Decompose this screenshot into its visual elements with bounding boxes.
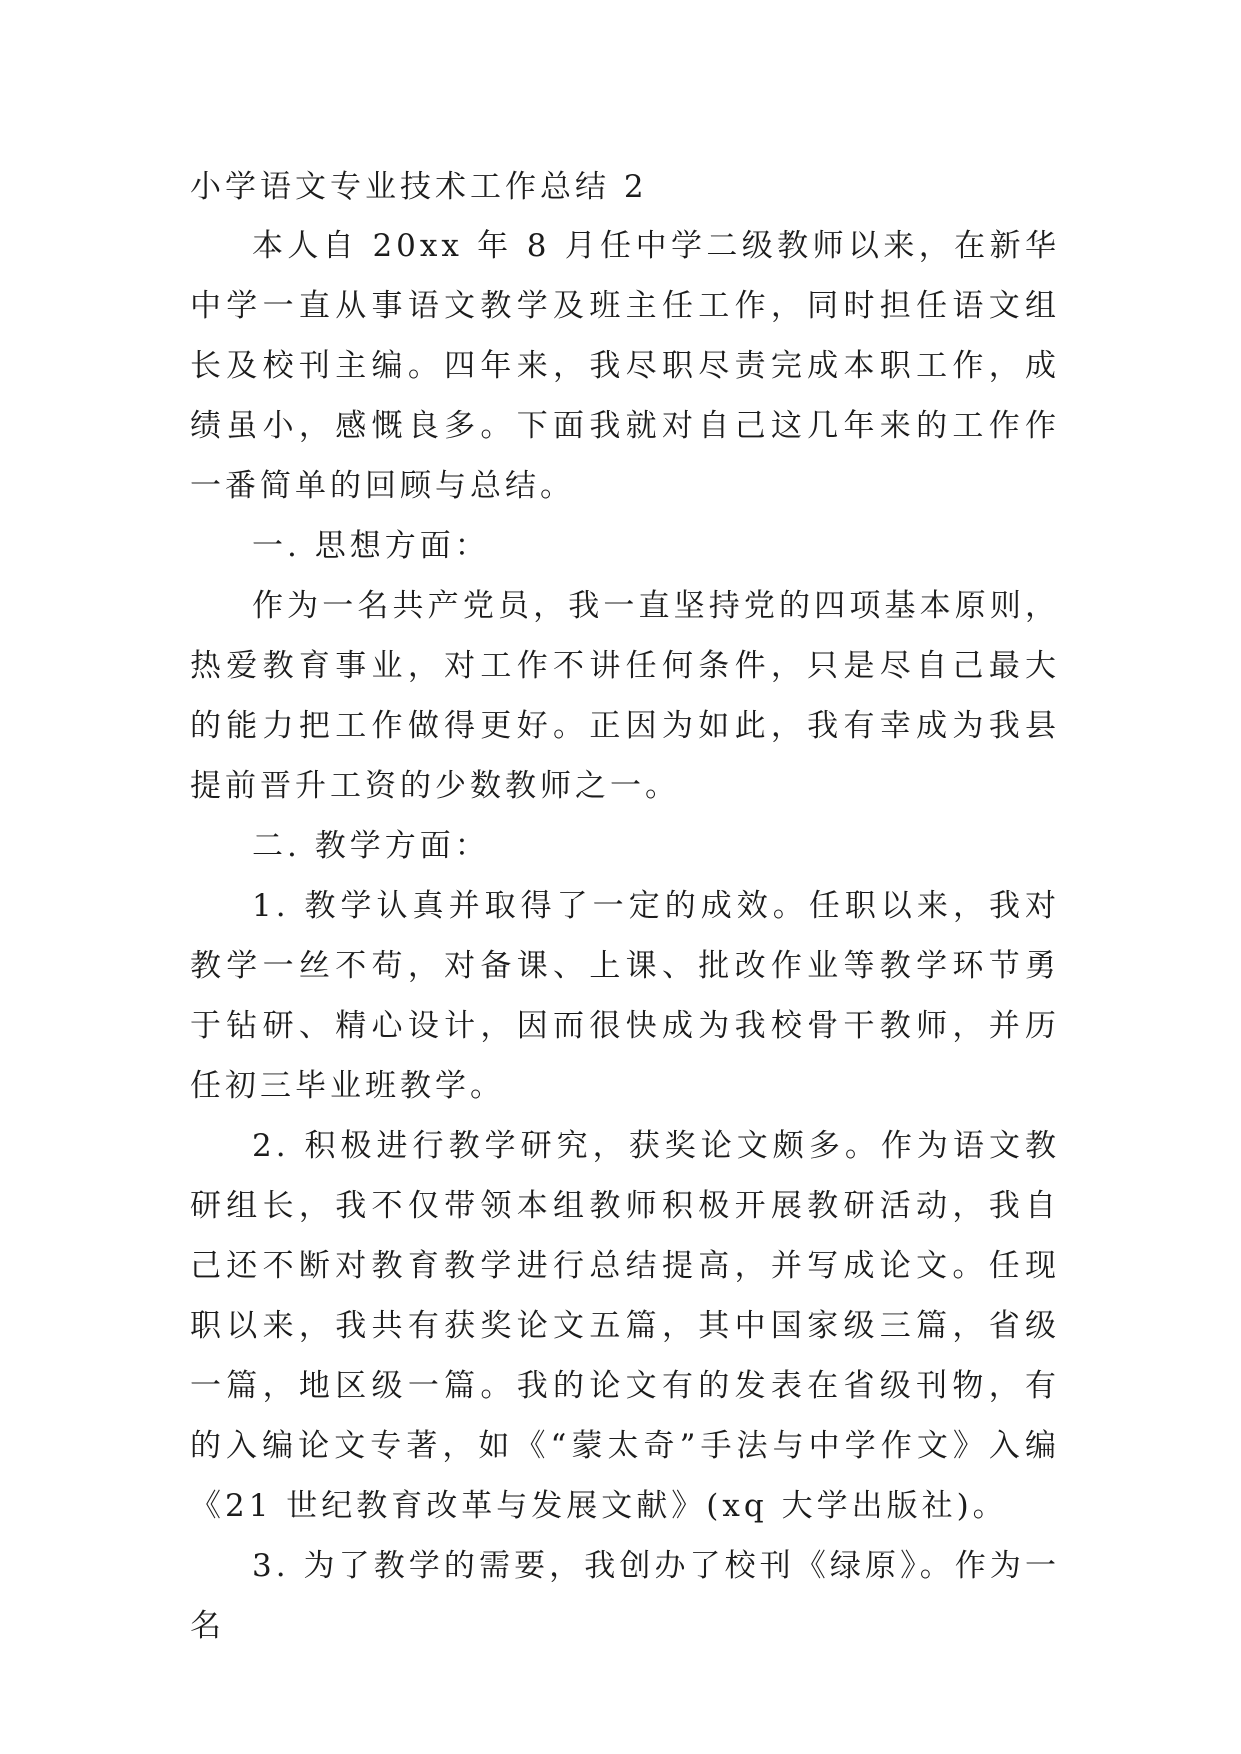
teaching-paragraph-2: 2. 积极进行教学研究，获奖论文颇多。作为语文教研组长，我不仅带领本组教师积极开展教研活动，我自己还不断对教育教学进行总结提高，并写成论文。任现职以来，我共有获奖论文五篇，其中国家级三篇，省级一篇，地区级一篇。我的论文有的发表在省级刊物，有的入编论文专著，如《“蒙太奇”手法与中学作文》入编《21 世纪教育改革与发展文献》(xq 大学出版社)。 [190, 1128, 1060, 1524]
teaching-paragraph-3: 3. 为了教学的需要，我创办了校刊《绿原》。作为一名 [190, 1548, 1060, 1644]
section-heading-ideology: 一. 思想方面： [252, 528, 490, 564]
section-heading-teaching: 二. 教学方面： [252, 828, 490, 864]
ideology-paragraph: 作为一名共产党员，我一直坚持党的四项基本原则，热爱教育事业，对工作不讲任何条件，只是尽自己最大的能力把工作做得更好。正因为如此，我有幸成为我县提前晋升工资的少数教师之一。 [190, 588, 1060, 804]
teaching-paragraph-1: 1. 教学认真并取得了一定的成效。任职以来，我对教学一丝不苟，对备课、上课、批改作业等教学环节勇于钻研、精心设计，因而很快成为我校骨干教师，并历任初三毕业班教学。 [190, 888, 1060, 1104]
intro-paragraph: 本人自 20xx 年 8 月任中学二级教师以来，在新华中学一直从事语文教学及班主任工作，同时担任语文组长及校刊主编。四年来，我尽职尽责完成本职工作，成绩虽小，感慨良多。下面我就对自己这几年来的工作作一番简单的回顾与总结。 [190, 228, 1060, 504]
document-body [190, 158, 1060, 1656]
document-title: 小学语文专业技术工作总结 2 [190, 169, 648, 205]
